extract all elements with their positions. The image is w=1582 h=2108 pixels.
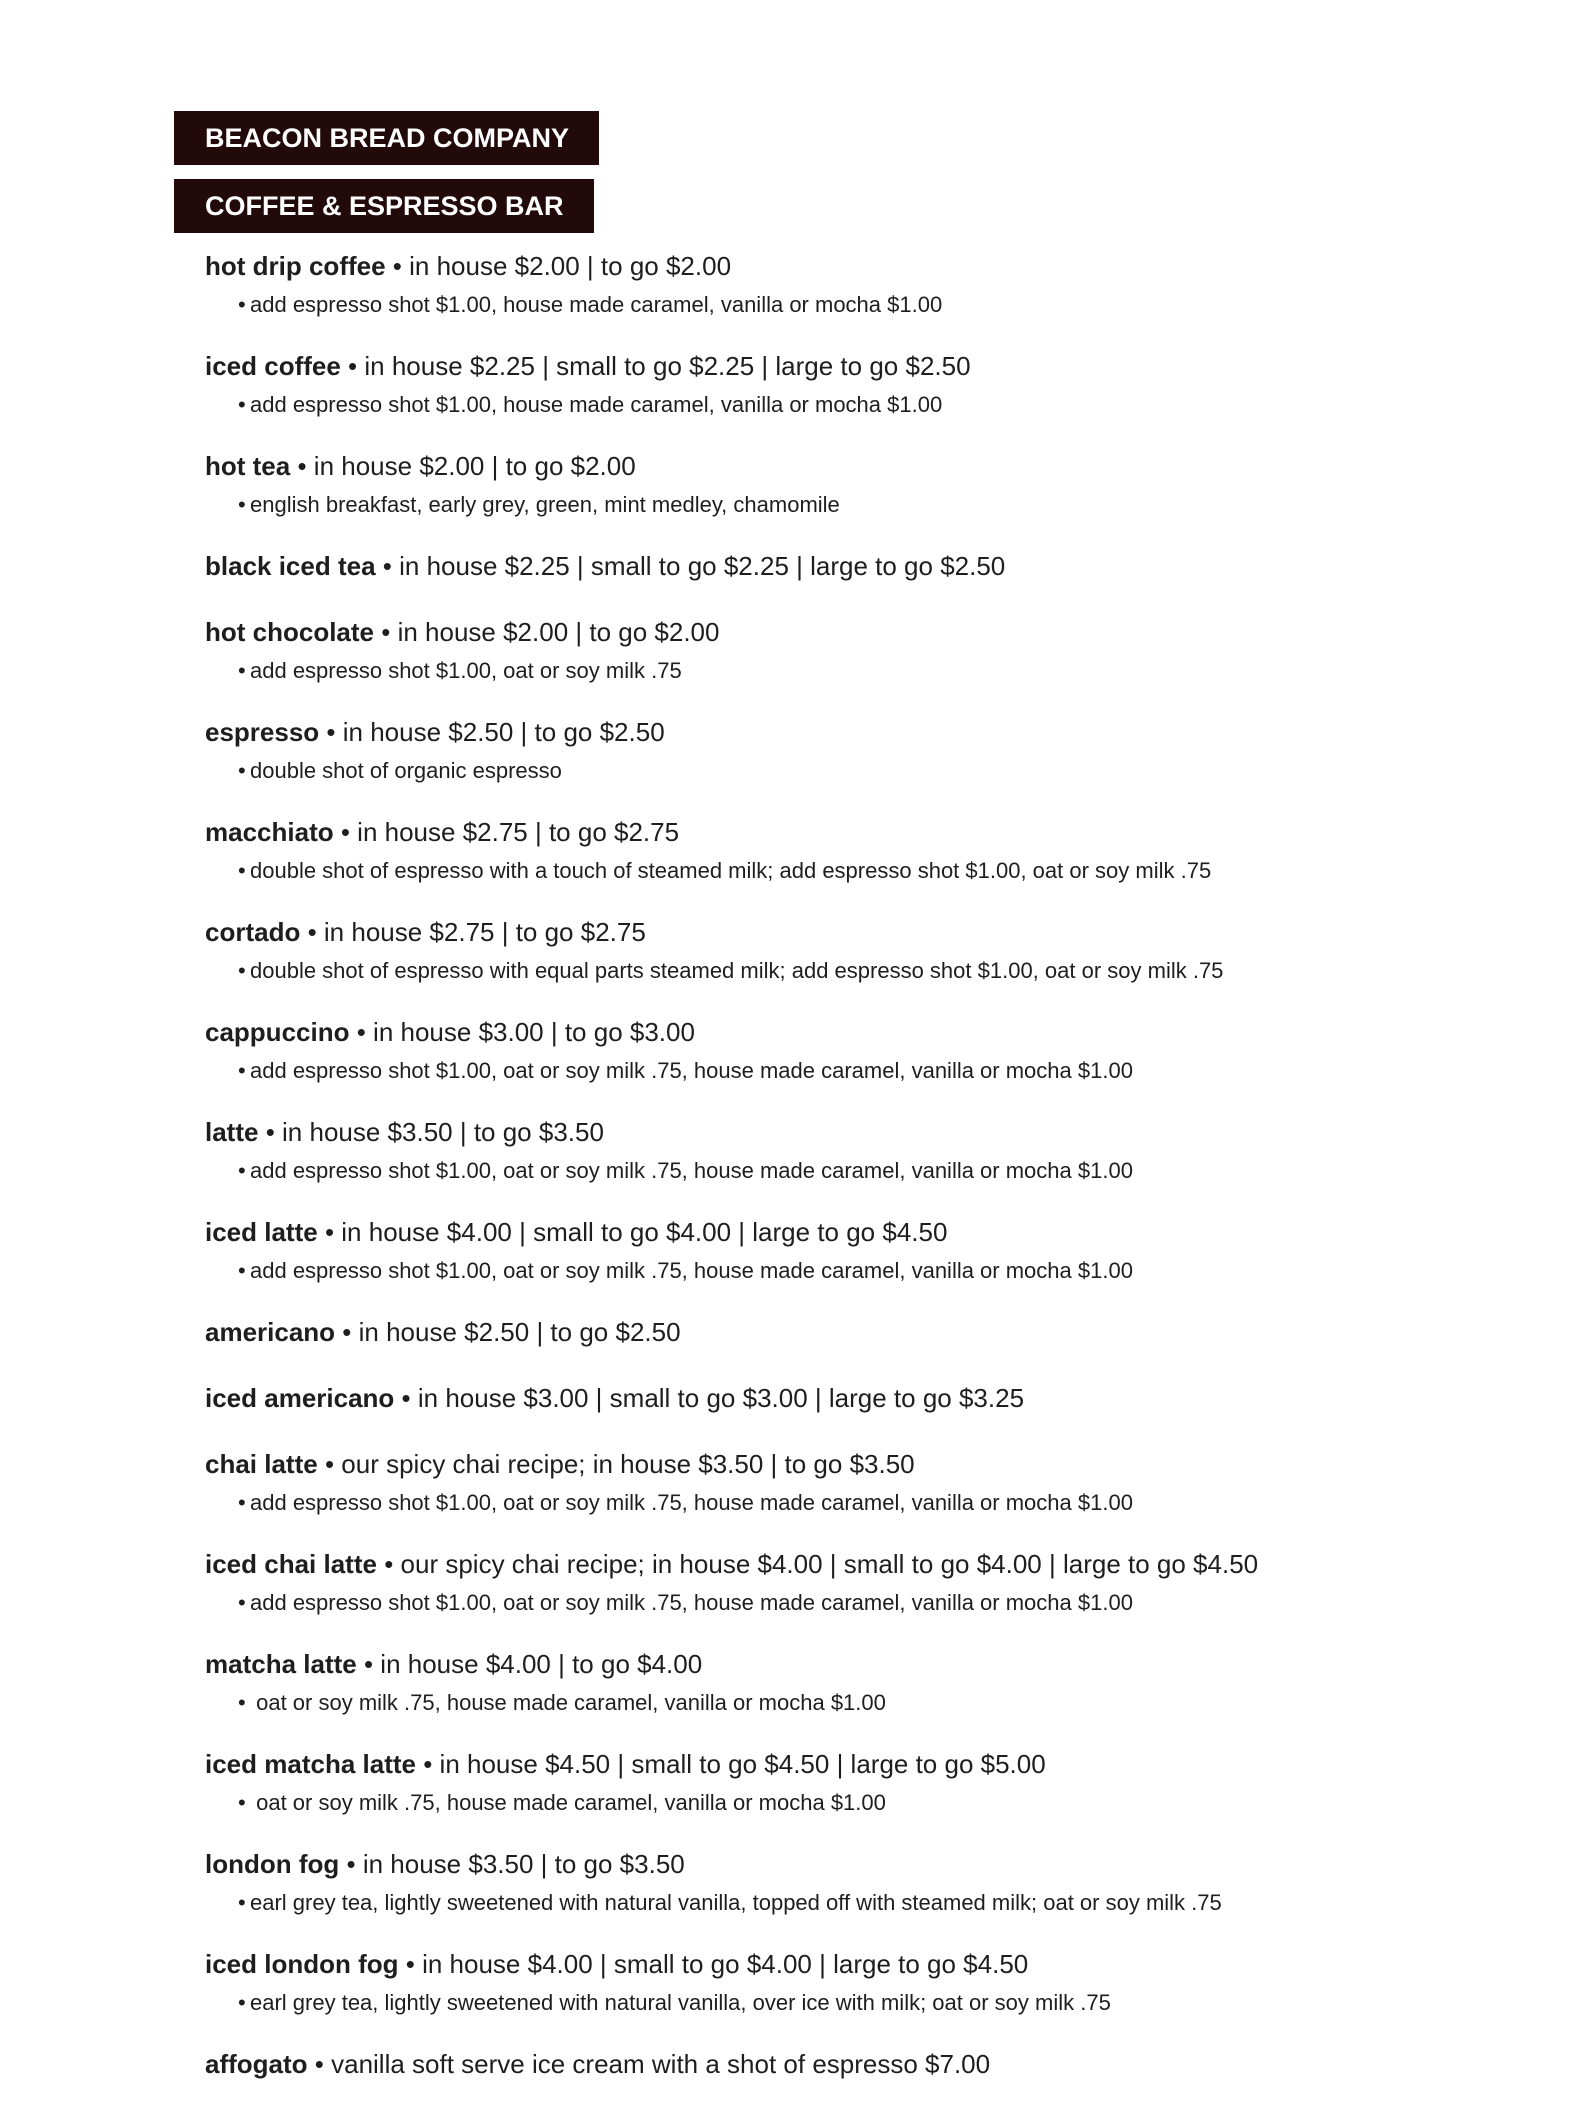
menu-item-line (205, 544, 1445, 588)
menu-item-name: iced matcha latte (205, 1749, 416, 1779)
menu-item (205, 910, 1445, 988)
menu-list (205, 244, 1445, 2108)
menu-item (205, 610, 1445, 688)
section-banner: COFFEE & ESPRESSO BAR (174, 179, 594, 233)
menu-item (205, 244, 1445, 322)
menu-item-details: vanilla soft serve ice cream with a shot of espresso $7.00 (331, 2049, 991, 2079)
menu-item (205, 1742, 1445, 1820)
menu-item (205, 1210, 1445, 1288)
menu-item-name: black iced tea (205, 551, 376, 581)
bullet-icon: • (238, 758, 246, 783)
menu-item-line (205, 344, 1445, 388)
menu-item-note: double shot of espresso with equal parts steamed milk; add espresso shot $1.00, oat or soy milk .75 (250, 958, 1224, 983)
menu-item-note: add espresso shot $1.00, oat or soy milk .75, house made caramel, vanilla or mocha $1.00 (250, 1490, 1133, 1515)
menu-item-line (205, 710, 1445, 754)
menu-item-name: hot tea (205, 451, 291, 481)
menu-item-name: macchiato (205, 817, 334, 847)
menu-item-name: affogato (205, 2049, 308, 2079)
menu-item-details: in house $3.00 | to go $3.00 (373, 1017, 695, 1047)
bullet-icon: • (238, 1790, 246, 1815)
bullet-icon: • (238, 1890, 246, 1915)
bullet-separator: • (339, 1849, 363, 1879)
menu-item-details: our spicy chai recipe; in house $4.00 | small to go $4.00 | large to go $4.50 (400, 1549, 1259, 1579)
menu-item-name: iced coffee (205, 351, 341, 381)
menu-item-details: in house $2.75 | to go $2.75 (357, 817, 680, 847)
bullet-icon: • (238, 1490, 246, 1515)
menu-item-details: in house $2.25 | small to go $2.25 | large to go $2.50 (364, 351, 971, 381)
menu-item (205, 544, 1445, 588)
menu-item-note: oat or soy milk .75, house made caramel, vanilla or mocha $1.00 (250, 1690, 886, 1715)
bullet-icon: • (238, 658, 246, 683)
menu-item-note-line (205, 1486, 1445, 1520)
menu-item-note-line (205, 954, 1445, 988)
menu-item-details: in house $2.50 | to go $2.50 (358, 1317, 681, 1347)
bullet-separator: • (340, 351, 365, 381)
menu-item-name: cappuccino (205, 1017, 350, 1047)
bullet-icon: • (238, 1058, 246, 1083)
menu-item (205, 810, 1445, 888)
menu-item-note: add espresso shot $1.00, oat or soy milk .75, house made caramel, vanilla or mocha $1.00 (250, 1258, 1133, 1283)
menu-item-details: in house $3.00 | small to go $3.00 | large to go $3.25 (417, 1383, 1025, 1413)
menu-item-note-line (205, 654, 1445, 688)
menu-item-line (205, 1010, 1445, 1054)
bullet-icon: • (238, 1690, 246, 1715)
bullet-separator: • (415, 1749, 440, 1779)
menu-item-note-line (205, 754, 1445, 788)
bullet-separator: • (356, 1649, 381, 1679)
menu-item-note: double shot of organic espresso (250, 758, 562, 783)
bullet-separator: • (317, 1449, 342, 1479)
menu-item (205, 1942, 1445, 2020)
menu-item-line (205, 1642, 1445, 1686)
menu-item-details: our spicy chai recipe; in house $3.50 | to go $3.50 (341, 1449, 915, 1479)
menu-item-line (205, 1942, 1445, 1986)
menu-item-details: in house $4.50 | small to go $4.50 | large to go $5.00 (439, 1749, 1046, 1779)
menu-item-note-line (205, 854, 1445, 888)
menu-item-name: hot drip coffee (205, 251, 386, 281)
menu-item (205, 1442, 1445, 1520)
menu-item-note-line (205, 1054, 1445, 1088)
bullet-separator: • (398, 1949, 423, 1979)
menu-item-name: latte (205, 1117, 259, 1147)
menu-item (205, 444, 1445, 522)
menu-item-name: americano (205, 1317, 336, 1347)
menu-item-details: in house $4.00 | small to go $4.00 | large to go $4.50 (422, 1949, 1029, 1979)
menu-item-note: oat or soy milk .75, house made caramel, vanilla or mocha $1.00 (250, 1790, 886, 1815)
menu-item-note: add espresso shot $1.00, oat or soy milk .75, house made caramel, vanilla or mocha $1.00 (250, 1158, 1133, 1183)
bullet-separator: • (317, 1217, 342, 1247)
menu-item-line (205, 910, 1445, 954)
menu-item-note: add espresso shot $1.00, oat or soy milk .75 (250, 658, 682, 683)
bullet-icon: • (238, 1590, 246, 1615)
bullet-icon: • (238, 1258, 246, 1283)
bullet-separator: • (300, 917, 324, 947)
menu-item-note-line (205, 288, 1445, 322)
menu-item-name: iced latte (205, 1217, 318, 1247)
menu-item-details: in house $2.00 | to go $2.00 (313, 451, 636, 481)
menu-item (205, 1376, 1445, 1420)
bullet-icon: • (238, 1990, 246, 2015)
menu-item-note-line (205, 388, 1445, 422)
menu-item-line (205, 444, 1445, 488)
menu-item-name: espresso (205, 717, 320, 747)
menu-item-note: english breakfast, early grey, green, mint medley, chamomile (250, 492, 840, 517)
menu-item (205, 2042, 1445, 2086)
menu-item-details: in house $2.00 | to go $2.00 (397, 617, 720, 647)
menu-item-line (205, 1110, 1445, 1154)
company-banner: BEACON BREAD COMPANY (174, 111, 599, 165)
menu-item (205, 1110, 1445, 1188)
bullet-separator: • (394, 1383, 418, 1413)
menu-item-note-line (205, 1686, 1445, 1720)
menu-item-details: in house $4.00 | small to go $4.00 | large to go $4.50 (341, 1217, 948, 1247)
menu-item-name: hot chocolate (205, 617, 375, 647)
menu-item (205, 1542, 1445, 1620)
menu-item-note: add espresso shot $1.00, oat or soy milk .75, house made caramel, vanilla or mocha $1.00 (250, 1058, 1133, 1083)
menu-item-note: add espresso shot $1.00, house made caramel, vanilla or mocha $1.00 (250, 392, 943, 417)
menu-item-line (205, 1842, 1445, 1886)
menu-item-line (205, 1542, 1445, 1586)
bullet-separator: • (258, 1117, 283, 1147)
menu-item-name: iced london fog (205, 1949, 399, 1979)
bullet-separator: • (335, 1317, 359, 1347)
menu-item-details: in house $4.00 | to go $4.00 (380, 1649, 703, 1679)
bullet-icon: • (238, 958, 246, 983)
menu-item-line (205, 1742, 1445, 1786)
menu-item-details: in house $2.75 | to go $2.75 (323, 917, 646, 947)
menu-item-name: iced americano (205, 1383, 395, 1413)
menu-item-details: in house $3.50 | to go $3.50 (282, 1117, 604, 1147)
bullet-separator: • (290, 451, 314, 481)
menu-item-note: earl grey tea, lightly sweetened with natural vanilla, over ice with milk; oat or soy milk .75 (250, 1990, 1111, 2015)
bullet-separator: • (375, 551, 400, 581)
bullet-separator: • (374, 617, 398, 647)
menu-item-note: add espresso shot $1.00, oat or soy milk .75, house made caramel, vanilla or mocha $1.00 (250, 1590, 1133, 1615)
menu-item-line (205, 1310, 1445, 1354)
bullet-separator: • (376, 1549, 401, 1579)
menu-item (205, 344, 1445, 422)
menu-item-note-line (205, 488, 1445, 522)
menu-item-note: double shot of espresso with a touch of steamed milk; add espresso shot $1.00, oat or soy milk .75 (250, 858, 1212, 883)
menu-item-note-line (205, 1986, 1445, 2020)
menu-item-line (205, 810, 1445, 854)
menu-item-details: in house $2.50 | to go $2.50 (342, 717, 665, 747)
bullet-separator: • (319, 717, 343, 747)
menu-item-line (205, 1376, 1445, 1420)
menu-item-name: chai latte (205, 1449, 318, 1479)
menu-item-name: matcha latte (205, 1649, 357, 1679)
menu-item-line (205, 1442, 1445, 1486)
bullet-separator: • (333, 817, 358, 847)
menu-item-note-line (205, 1886, 1445, 1920)
menu-item-name: london fog (205, 1849, 340, 1879)
menu-item-details: in house $3.50 | to go $3.50 (362, 1849, 685, 1879)
menu-item-note-line (205, 1586, 1445, 1620)
menu-item (205, 710, 1445, 788)
bullet-icon: • (238, 392, 246, 417)
menu-item-line (205, 1210, 1445, 1254)
bullet-separator: • (349, 1017, 374, 1047)
menu-item-note: earl grey tea, lightly sweetened with natural vanilla, topped off with steamed milk; oat or soy milk .75 (250, 1890, 1222, 1915)
menu-item-line (205, 244, 1445, 288)
bullet-separator: • (385, 251, 410, 281)
bullet-icon: • (238, 1158, 246, 1183)
menu-item-line (205, 2042, 1445, 2086)
menu-item-name: iced chai latte (205, 1549, 377, 1579)
menu-item-note-line (205, 1254, 1445, 1288)
menu-item-name: cortado (205, 917, 301, 947)
menu-item (205, 1842, 1445, 1920)
menu-item-details: in house $2.25 | small to go $2.25 | large to go $2.50 (399, 551, 1006, 581)
menu-item-note-line (205, 1154, 1445, 1188)
menu-item (205, 1310, 1445, 1354)
menu-item-details: in house $2.00 | to go $2.00 (409, 251, 732, 281)
menu-item-note-line (205, 1786, 1445, 1820)
bullet-icon: • (238, 858, 246, 883)
bullet-separator: • (307, 2049, 332, 2079)
menu-item (205, 1010, 1445, 1088)
menu-item-note: add espresso shot $1.00, house made caramel, vanilla or mocha $1.00 (250, 292, 943, 317)
menu-item-line (205, 610, 1445, 654)
bullet-icon: • (238, 492, 246, 517)
bullet-icon: • (238, 292, 246, 317)
menu-item (205, 1642, 1445, 1720)
